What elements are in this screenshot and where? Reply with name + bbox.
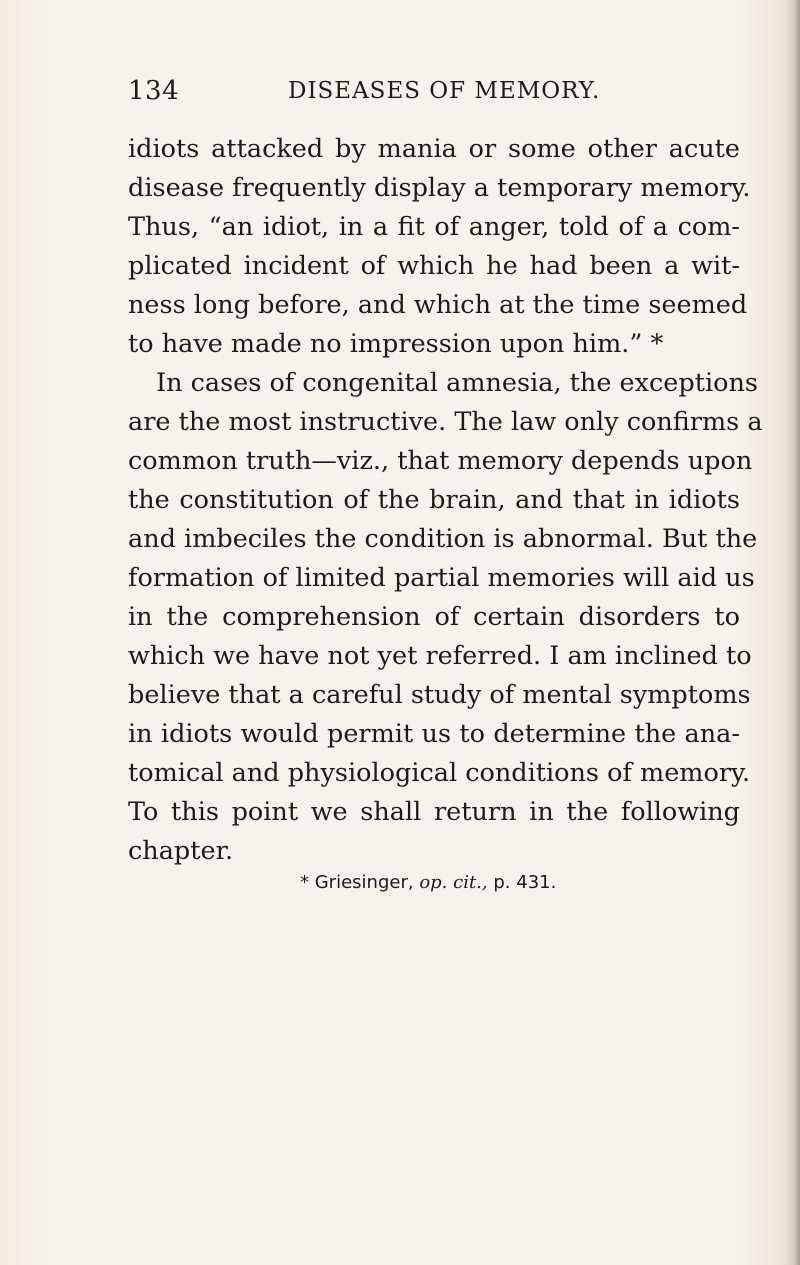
footnote-page: p. 431. [493, 872, 557, 893]
text-line-1: idiots attacked by mania or some other acute [128, 134, 740, 164]
text-line-18: To this point we shall return in the following [128, 797, 740, 827]
page-edge-shadow [786, 0, 800, 1265]
text-line-8: are the most instructive. The law only confirms a [128, 407, 763, 437]
text-line-9: common truth—viz., that memory depends upon [128, 446, 753, 476]
text-line-6: to have made no impression upon him.” * [128, 329, 664, 359]
text-line-19: chapter. [128, 836, 234, 866]
text-line-13: in the comprehension of certain disorders to [128, 602, 740, 632]
running-header [128, 76, 688, 112]
text-line-3: Thus, “an idiot, in a fit of anger, told of a com- [128, 212, 740, 242]
footnote [300, 872, 556, 893]
body-text [128, 130, 763, 871]
footnote-author: Griesinger, [314, 872, 414, 893]
text-line-4: plicated incident of which he had been a wit- [128, 251, 740, 281]
text-line-2: disease frequently display a temporary memory. [128, 173, 751, 203]
text-line-7: In cases of congenital amnesia, the exceptions [156, 368, 758, 398]
footnote-reference: op. cit., [419, 872, 488, 893]
page-number: 134 [128, 76, 180, 106]
text-line-12: formation of limited partial memories will aid us [128, 563, 755, 593]
text-line-16: in idiots would permit us to determine the ana- [128, 719, 740, 749]
text-line-14: which we have not yet referred. I am inclined to [128, 641, 752, 671]
text-line-11: and imbeciles the condition is abnormal. But the [128, 524, 758, 554]
text-line-5: ness long before, and which at the time seemed [128, 290, 748, 320]
text-line-17: tomical and physiological conditions of memory. [128, 758, 751, 788]
text-line-10: the constitution of the brain, and that in idiots [128, 485, 740, 515]
footnote-marker: * [300, 872, 309, 893]
running-title: DISEASES OF MEMORY. [288, 78, 601, 104]
text-line-15: believe that a careful study of mental symptoms [128, 680, 751, 710]
